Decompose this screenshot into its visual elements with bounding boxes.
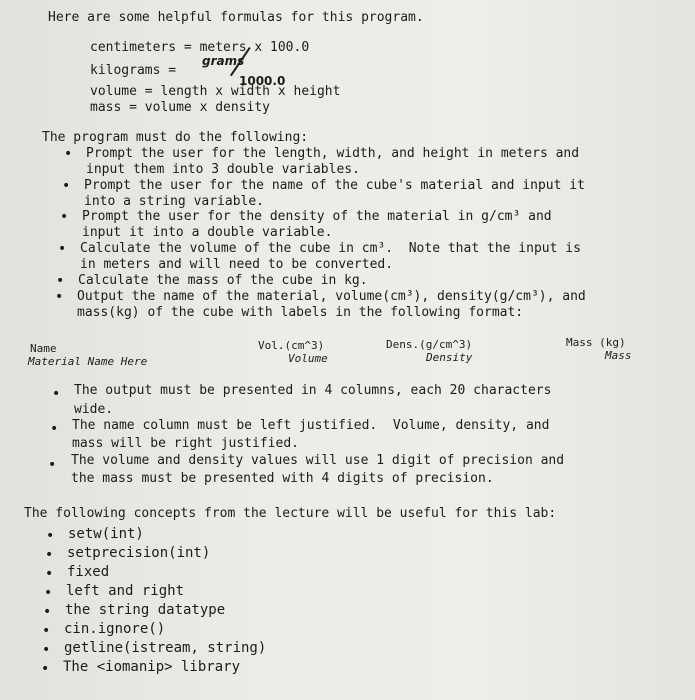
- output-rule-line: the mass must be presented with 4 digits of precision.: [71, 471, 494, 486]
- program-step-line: mass(kg) of the cube with labels in the following format:: [77, 305, 524, 320]
- bullet-icon: •: [55, 289, 64, 305]
- table-header-mass: Mass (kg): [566, 336, 626, 349]
- program-step-line: input them into 3 double variables.: [86, 162, 360, 177]
- concept-item: fixed: [67, 564, 110, 580]
- output-rule-line: mass will be right justified.: [72, 436, 299, 451]
- concept-item: cin.ignore(): [64, 621, 166, 637]
- table-placeholder-mass: Mass: [605, 349, 632, 362]
- bullet-icon: •: [45, 547, 54, 563]
- program-step-line: input it into a double variable.: [82, 225, 333, 240]
- intro-text: Here are some helpful formulas for this program.: [48, 10, 424, 25]
- concept-item: The <iomanip> library: [63, 659, 241, 675]
- bullet-icon: •: [46, 528, 55, 544]
- bullet-icon: •: [52, 386, 61, 402]
- bullet-icon: •: [50, 421, 59, 437]
- bullet-icon: •: [42, 642, 51, 658]
- program-step-line: Calculate the volume of the cube in cm³. Note that the input is: [80, 241, 581, 256]
- concept-item: getline(istream, string): [64, 640, 267, 656]
- bullet-icon: •: [48, 457, 57, 473]
- concept-item: setw(int): [68, 526, 144, 542]
- formula-volume: volume = length x width x height: [90, 84, 341, 99]
- formula-grams: grams: [202, 54, 245, 68]
- bullet-icon: •: [41, 661, 50, 677]
- bullet-icon: •: [58, 241, 67, 257]
- table-placeholder-density: Density: [426, 351, 473, 364]
- table-header-volume: Vol.(cm^3): [258, 339, 325, 352]
- program-step-line: Prompt the user for the length, width, and height in meters and: [86, 146, 580, 161]
- output-rule-line: wide.: [74, 402, 114, 417]
- program-step-line: Prompt the user for the density of the material in g/cm³ and: [82, 209, 552, 224]
- table-placeholder-volume: Volume: [288, 352, 328, 365]
- concept-item: setprecision(int): [67, 545, 211, 561]
- output-rule-line: The name column must be left justified. Volume, density, and: [72, 418, 550, 433]
- bullet-icon: •: [64, 146, 73, 162]
- bullet-icon: •: [43, 604, 52, 620]
- output-rule-line: The output must be presented in 4 columns, each 20 characters: [74, 383, 552, 398]
- table-header-density: Dens.(g/cm^3): [386, 338, 473, 351]
- program-step-line: into a string variable.: [84, 194, 265, 209]
- program-step-line: Prompt the user for the name of the cube's material and input it: [84, 178, 585, 193]
- bullet-icon: •: [60, 209, 69, 225]
- bullet-icon: •: [45, 566, 54, 582]
- formula-kilograms: kilograms =: [90, 63, 177, 78]
- formula-divisor: 1000.0: [239, 74, 286, 88]
- table-placeholder-name: Material Name Here: [28, 355, 148, 368]
- concept-item: left and right: [66, 583, 185, 599]
- bullet-icon: •: [62, 178, 71, 194]
- table-header-name: Name: [30, 342, 57, 355]
- concept-item: the string datatype: [65, 602, 226, 618]
- program-heading: The program must do the following:: [42, 130, 309, 145]
- formula-centimeters: centimeters = meters x 100.0: [90, 40, 310, 55]
- concepts-heading: The following concepts from the lecture will be useful for this lab:: [24, 506, 557, 521]
- bullet-icon: •: [56, 273, 65, 289]
- formula-mass: mass = volume x density: [90, 100, 271, 115]
- bullet-icon: •: [42, 623, 51, 639]
- program-step-line: Output the name of the material, volume(cm³), density(g/cm³), and: [77, 289, 586, 304]
- program-step-line: Calculate the mass of the cube in kg.: [78, 273, 368, 288]
- bullet-icon: •: [44, 585, 53, 601]
- program-step-line: in meters and will need to be converted.: [80, 257, 394, 272]
- output-rule-line: The volume and density values will use 1 digit of precision and: [71, 453, 565, 468]
